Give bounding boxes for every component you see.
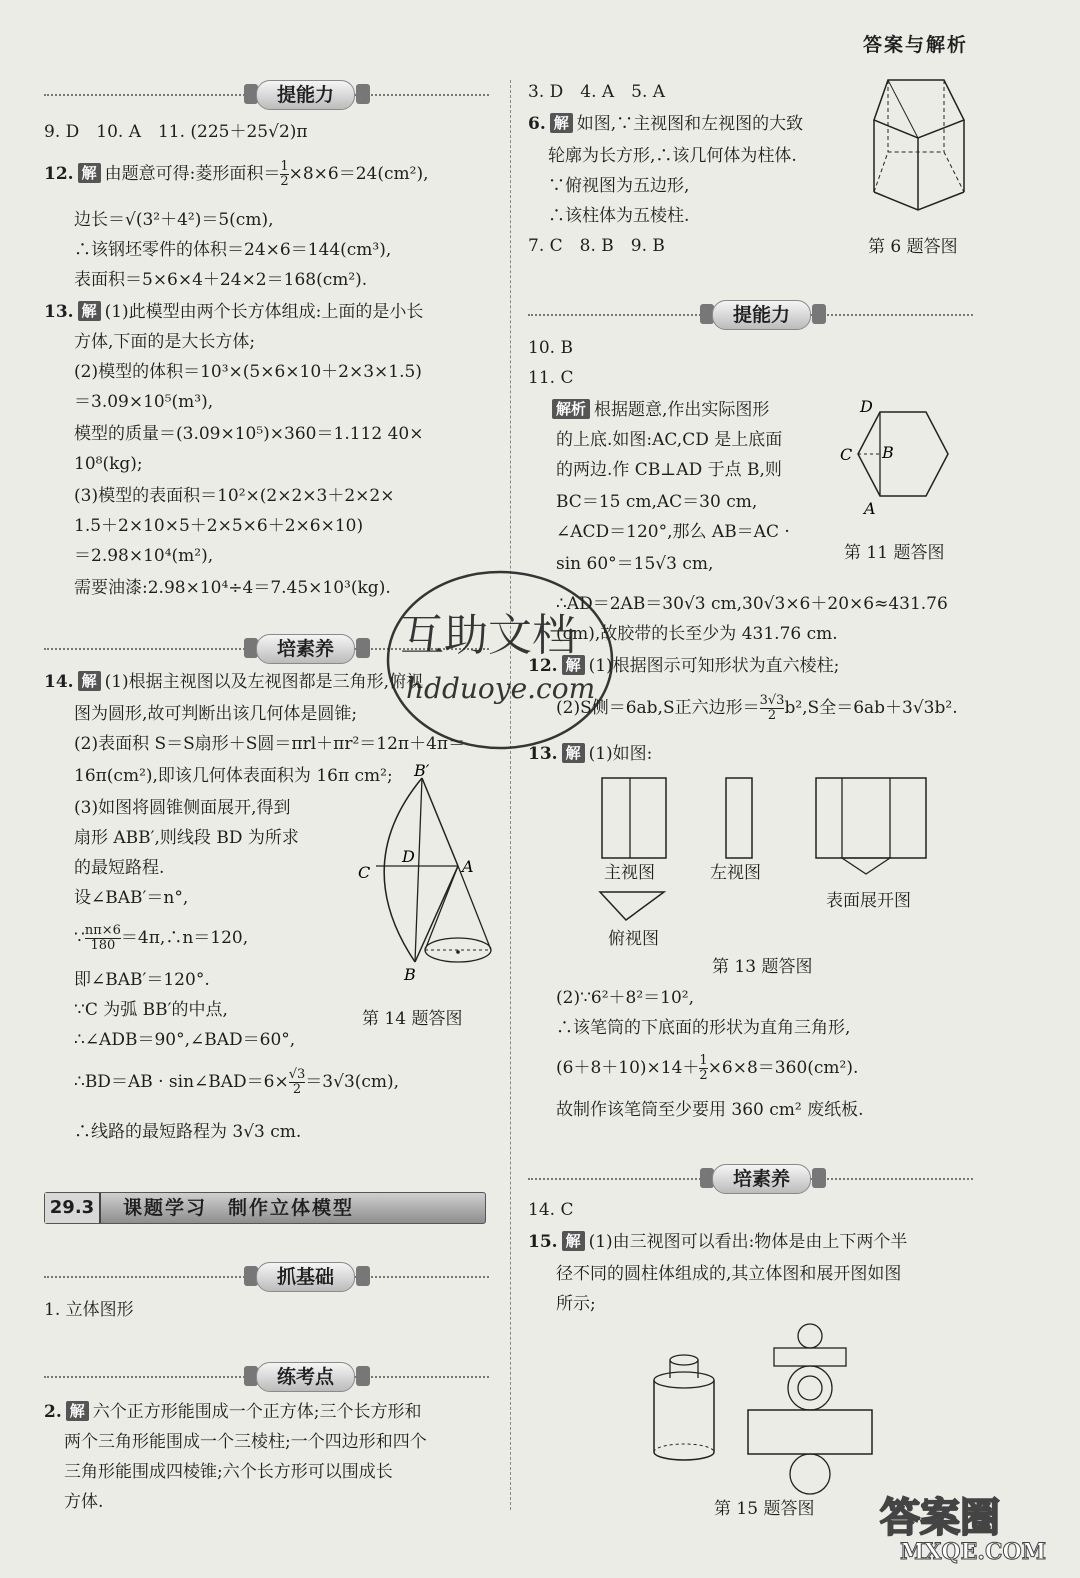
- answer-line: 的最短路程.: [74, 858, 165, 878]
- svg-text:答案圈: 答案圈: [880, 1494, 1000, 1541]
- answer-line: ∴BD＝AB · sin∠BAD＝6× $\frac{√3}{2}$ ＝3√3(cm),: [74, 1067, 400, 1097]
- answer-line: (2)∵6²＋8²＝10²,: [556, 988, 695, 1008]
- section-tineng-right: 提能力: [528, 300, 973, 330]
- answer-line: 12. 解 由题意可得:菱形面积＝ $\frac{1}{2}$ ×8×6＝24(cm²),: [44, 159, 429, 189]
- figure-caption: 第 11 题答图: [844, 543, 945, 563]
- section-peisu-left: 培素养: [44, 634, 489, 664]
- answer-line: 三角形能围成四棱锥;六个长方形可以围成长: [64, 1462, 393, 1482]
- figure-caption: 第 13 题答图: [712, 957, 813, 977]
- answer-line: ∵ $\frac{n\pi\times 6}{180}$ ＝4π,∴n＝120,: [74, 923, 249, 953]
- answer-line: ∴∠ADB＝90°,∠BAD＝60°,: [74, 1030, 296, 1050]
- answer-line: 扇形 ABB′,则线段 BD 为所求: [74, 828, 299, 848]
- answer-line: 7. C 8. B 9. B: [528, 236, 665, 256]
- answer-line: 6. 解 如图,∵主视图和左视图的大致: [528, 114, 804, 134]
- figure-caption: 第 6 题答图: [868, 237, 958, 257]
- answer-line: ∴该笔筒的下底面的形状为直角三角形,: [556, 1018, 851, 1038]
- section-peisu-right: 培素养: [528, 1164, 973, 1194]
- answer-line: (2)S侧＝6ab,S正六边形＝ $\frac{3√3}{2}$ b²,S全＝6ab＋3√3b².: [556, 693, 958, 723]
- answer-line: ∵C 为弧 BB′的中点,: [74, 1000, 228, 1020]
- answer-line: 所示;: [556, 1294, 596, 1314]
- answer-line: 轮廓为长方形,∴该几何体为柱体.: [548, 146, 797, 166]
- svg-text:D: D: [860, 397, 873, 416]
- answer-line: 3. D 4. A 5. A: [528, 82, 666, 102]
- figure-11-hexagon: [836, 398, 966, 518]
- svg-text:互助文档: 互助文档: [400, 610, 576, 661]
- answer-line: 即∠BAB′＝120°.: [74, 970, 210, 990]
- section-liankao: 练考点: [44, 1362, 489, 1392]
- view-label: 左视图: [710, 863, 761, 883]
- answer-line: 需要油漆:2.98×10⁴÷4＝7.45×10³(kg).: [74, 578, 391, 598]
- answer-line: ∠ACD＝120°,那么 AB＝AC ·: [556, 522, 790, 542]
- view-label: 俯视图: [608, 929, 659, 949]
- answer-line: 表面积＝5×6×4＋24×2＝168(cm²).: [74, 270, 368, 290]
- section-tineng-left: [44, 80, 489, 110]
- answer-line: 2. 解 六个正方形能围成一个正方体;三个长方形和: [44, 1402, 422, 1422]
- figure-caption: 第 15 题答图: [714, 1499, 815, 1519]
- answer-line: ＝2.98×10⁴(m²),: [74, 546, 214, 566]
- answer-line: 12. 解 (1)根据图示可知形状为直六棱柱;: [528, 656, 840, 676]
- answer-line: ∴该钢坯零件的体积＝24×6＝144(cm³),: [74, 240, 392, 260]
- answer-line: 16π(cm²),即该几何体表面积为 16π cm²;: [74, 766, 393, 786]
- banner-title: 课题学习 制作立体模型: [123, 1197, 355, 1219]
- answer-line: 11. C: [528, 368, 574, 388]
- answer-line: 1. 立体图形: [44, 1300, 134, 1320]
- answer-line: 方体,下面的是大长方体;: [74, 332, 256, 352]
- answer-line: sin 60°＝15√3 cm,: [556, 554, 714, 574]
- svg-text:hdduoye.com: hdduoye.com: [406, 672, 596, 705]
- answer-line: 10. B: [528, 338, 573, 358]
- svg-text:B: B: [404, 965, 416, 984]
- banner-number: 29.3: [45, 1193, 101, 1223]
- answer-line: ∴线路的最短路程为 3√3 cm.: [74, 1122, 302, 1142]
- answer-line: 的上底.如图:AC,CD 是上底面: [556, 430, 783, 450]
- answer-line: 1.5＋2×10×5＋2×5×6＋2×6×10): [74, 516, 364, 536]
- answer-line: 解析 根据题意,作出实际图形: [548, 396, 769, 424]
- answer-line: 模型的质量＝(3.09×10⁵)×360＝1.112 40×: [74, 424, 424, 444]
- answer-line: (2)模型的体积＝10³×(5×6×10＋2×3×1.5): [74, 362, 422, 382]
- answer-line: ∴该柱体为五棱柱.: [548, 206, 690, 226]
- figure-caption: 第 14 题答图: [362, 1009, 463, 1029]
- label-b-prime: B′: [414, 761, 430, 780]
- column-divider: [510, 80, 511, 1510]
- svg-text:D: D: [402, 847, 415, 866]
- answer-line: 设∠BAB′＝n°,: [74, 888, 189, 908]
- answer-line: (3)如图将圆锥侧面展开,得到: [74, 798, 291, 818]
- answer-line: 14. 解 (1)根据主视图以及左视图都是三角形,俯视: [44, 672, 424, 692]
- figure-15-cylinders: [640, 1322, 870, 1492]
- section-banner: [44, 1192, 486, 1224]
- fraction: $\frac{3√3}{2}$: [759, 693, 785, 723]
- jie-tag: 解: [78, 163, 101, 183]
- fraction: $\frac{n\pi\times 6}{180}$: [84, 923, 121, 953]
- answer-line: ＝3.09×10⁵(m³),: [74, 392, 214, 412]
- svg-text:B: B: [882, 443, 894, 462]
- answer-line: 13. 解 (1)此模型由两个长方体组成:上面的是小长: [44, 302, 424, 322]
- figure-13-views: [590, 770, 950, 940]
- answer-line: 15. 解 (1)由三视图可以看出:物体是由上下两个半: [528, 1232, 908, 1252]
- answer-line: 13. 解 (1)如图:: [528, 744, 653, 764]
- svg-text:MXQE.COM: MXQE.COM: [900, 1539, 1047, 1565]
- fraction: $\frac{√3}{2}$: [288, 1067, 306, 1097]
- answer-line: 径不同的圆柱体组成的,其立体图和展开图如图: [556, 1264, 902, 1284]
- answer-line: ∵俯视图为五边形,: [548, 176, 690, 196]
- answer-line: 方体.: [64, 1492, 104, 1512]
- answer-line: (cm),故胶带的长至少为 431.76 cm.: [556, 624, 838, 644]
- view-label: 主视图: [604, 863, 655, 883]
- svg-text:C: C: [358, 863, 371, 882]
- answer-line: 9. D 10. A 11. (225＋25√2)π: [44, 122, 308, 142]
- answer-line: (6＋8＋10)×14＋ $\frac{1}{2}$ ×6×8＝360(cm²).: [556, 1053, 859, 1083]
- answer-line: 14. C: [528, 1200, 574, 1220]
- svg-text:A: A: [462, 857, 474, 876]
- answer-line: BC＝15 cm,AC＝30 cm,: [556, 492, 758, 512]
- answer-line: (2)表面积 S＝S扇形＋S圆＝πrl＋πr²＝12π＋4π＝: [74, 734, 466, 754]
- section-title: 提能力: [256, 80, 355, 110]
- answer-line: 10⁸(kg);: [74, 454, 143, 474]
- answer-line: (3)模型的表面积＝10²×(2×2×3＋2×2×: [74, 486, 395, 506]
- answer-line: 图为圆形,故可判断出该几何体是圆锥;: [74, 704, 358, 724]
- header-title: 答案与解析: [862, 34, 968, 56]
- section-zhuaji: 抓基础: [44, 1262, 489, 1292]
- answer-line: ∴AD＝2AB＝30√3 cm,30√3×6＋20×6≈431.76: [556, 594, 948, 614]
- fraction: $\frac{1}{2}$: [280, 159, 289, 189]
- answer-line: 故制作该笔筒至少要用 360 cm² 废纸板.: [556, 1100, 864, 1120]
- site-logo: [870, 1487, 1070, 1572]
- svg-text:C: C: [840, 445, 853, 464]
- figure-6-prism: [866, 72, 976, 222]
- watermark-stamp: [380, 560, 620, 760]
- answer-line: 两个三角形能围成一个三棱柱;一个四边形和四个: [64, 1432, 427, 1452]
- svg-text:A: A: [864, 499, 876, 518]
- view-label: 表面展开图: [826, 891, 911, 911]
- figure-14-sector: [350, 760, 500, 990]
- answer-line: 的两边.作 CB⊥AD 于点 B,则: [556, 460, 782, 480]
- answer-line: 边长＝√(3²＋4²)＝5(cm),: [74, 210, 274, 230]
- fraction: $\frac{1}{2}$: [699, 1053, 708, 1083]
